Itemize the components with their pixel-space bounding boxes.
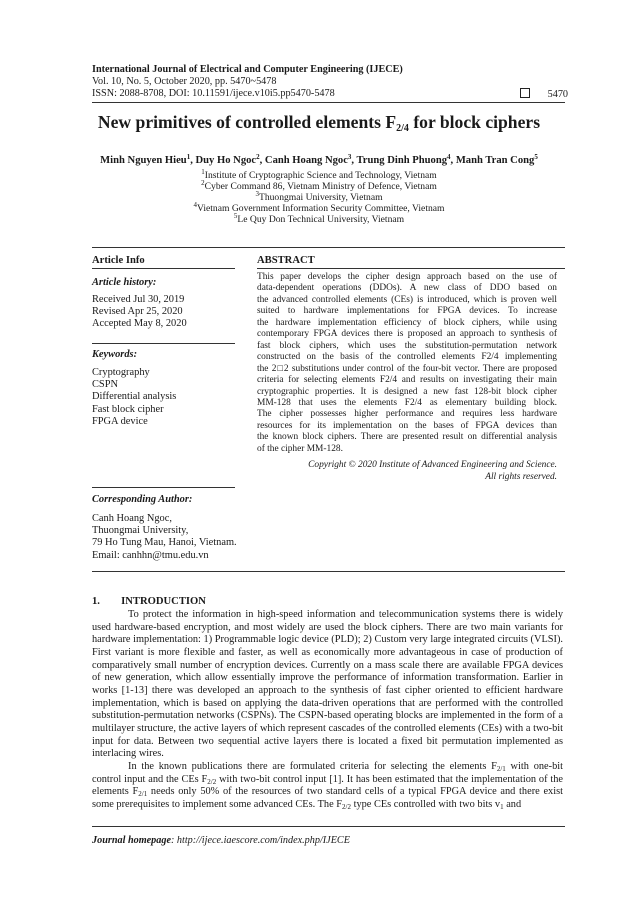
intro-paragraph-2: In the known publications there are formulated criteria for selecting the elements $F_{2/1}$ with one-bit control input and the CEs $F_{2/2}$ with two-bit control input [1]. It has been estimated that the implementation of the elements $F_{2/1}$ needs only 50% of the resources of two standard cells of a typical FPGA device and there exist some prerequisites to implement some advanced CEs. The $F_{2/2}$ type CEs controlled with two bits $v_1$ and — [92, 760, 563, 811]
affiliation-mark: 2 — [201, 179, 205, 187]
keyword: CSPN — [92, 379, 118, 391]
author-name: Manh Tran Cong — [455, 155, 535, 166]
author-affiliation-mark: 5 — [534, 153, 538, 161]
corresponding-author — [92, 513, 237, 562]
abstract-line: This paper develops the cipher design approach based on the use of — [257, 272, 557, 282]
info-top-rule — [92, 247, 565, 248]
article-info-heading: Article Info — [92, 255, 145, 266]
introduction-body — [92, 609, 563, 812]
abstract-line: The cipher possesses higher performance and requires less hardware — [257, 409, 557, 420]
article-history — [92, 294, 187, 331]
square-icon — [520, 88, 530, 98]
affiliation-mark: 1 — [201, 168, 205, 176]
volume-info: Vol. 10, No. 5, October 2020, pp. 5470~5478 — [92, 76, 277, 87]
abstract-text — [257, 272, 557, 455]
author-name: Canh Hoang Ngoc — [264, 155, 348, 166]
affiliation-line — [0, 181, 638, 192]
abstract-line: of the cipher MM-128. — [257, 443, 343, 454]
copyright: Copyright © 2020 Institute of Advanced Engineering and Science. — [308, 460, 557, 470]
author-list: Minh Nguyen Hieu$^1$, Duy Ho Ngoc$^2$, Canh Hoang Ngoc$^3$, Trung Dinh Phuong$^4$, Manh Tran Cong$^5$ — [100, 153, 538, 166]
keyword-list — [92, 367, 176, 428]
journal-homepage[interactable] — [92, 835, 350, 846]
author-name: Duy Ho Ngoc — [195, 155, 257, 166]
corresponding-line: Canh Hoang Ngoc, — [92, 513, 172, 524]
abstract-line: the hardware implementation efficiency of block ciphers, while using — [257, 317, 557, 328]
abstract-heading: ABSTRACT — [257, 255, 315, 266]
abstract-line: the 2□2 substitutions under control of the four-bit vector. There are proposed — [257, 363, 557, 374]
affiliation-line — [0, 214, 638, 225]
affiliation-mark: 3 — [255, 190, 259, 198]
affiliation-mark: 5 — [233, 212, 238, 220]
rights-reserved: All rights reserved. — [485, 472, 557, 482]
intro-paragraph-1: To protect the information in high-speed information and telecommunication systems there is widely used hardware-based encryption, and most widely are used the block ciphers. There are two main variants for hardware implementation: 1) Programmable logic device (PLD); 2) Custom very large integrated circuits (VLSI). First variant is more flexible and faster, as well as economically more advantageous in case of production of comparatively small number of encryption devices. Currently on a mass scale there are available FPGA devices of new generation, which allow essentially improve the performance of information transformation. Earlier in works [1-13] there was developed an approach to the synthesis of fast cipher oriented to efficient hardware implementation, which is based on applying the data-driven operations that are performed with the controlled substitution-permutation networks (CSPNs). The CSPN-based operating blocks are implemented in the form of a multilayer structure, the active layers of which represent cascades of the controlled elements (CEs) with a two-bit input for data. Between two sequential active layers there is located a fixed bit permutation implemented as interlacing wires. — [92, 609, 563, 760]
title-tail: for block ciphers — [408, 112, 541, 132]
homepage-label: Journal homepage — [92, 835, 171, 846]
corresponding-line: Email: canhhn@tmu.edu.vn — [92, 549, 209, 561]
affiliation-text: Le Quy Don Technical University, Vietnam — [237, 214, 405, 225]
author-affiliation-mark: 1 — [186, 153, 191, 161]
keyword: Fast block cipher — [92, 403, 164, 415]
footer-rule — [92, 826, 565, 827]
affiliation-line — [0, 170, 638, 181]
affiliation-text: Thuongmai University, Vietnam — [258, 192, 383, 203]
history-item: Revised Apr 25, 2020 — [92, 306, 183, 318]
corresponding-line: 79 Ho Tung Mau, Hanoi, Vietnam. — [92, 537, 237, 549]
journal-name: International Journal of Electrical and Computer Engineering (IJECE) — [92, 64, 403, 75]
section-heading-introduction: 1. INTRODUCTION — [92, 596, 206, 607]
author-affiliation-mark: 4 — [447, 153, 451, 161]
author-name: Minh Nguyen Hieu — [100, 155, 187, 166]
keywords-label: Keywords: — [92, 349, 138, 360]
affiliation-text: Institute of Cryptographic Science and Technology, Vietnam — [204, 170, 437, 181]
corr-top-rule — [92, 487, 235, 488]
history-item: Accepted May 8, 2020 — [92, 318, 187, 330]
corresponding-label: Corresponding Author: — [92, 494, 193, 505]
abstract-line: MM-128 that uses the elements F2/4 as elementary building block. — [257, 397, 557, 408]
abstract-line: the advanced controlled elements (CEs) is introduced, which is proven well — [257, 294, 557, 305]
abstract-line: suited to hardware implementations for FPGA devices. To increase — [257, 306, 557, 317]
title-main: New primitives of controlled elements F — [97, 112, 397, 132]
abstract-line: cryptographic properties. It is designed a new fast 128-bit block cipher — [257, 386, 557, 397]
affiliation-line — [0, 192, 638, 203]
author-affiliation-mark: 3 — [347, 153, 352, 161]
affiliation-text: Vietnam Government Information Security Committee, Vietnam — [196, 203, 445, 214]
author-affiliation-mark: 2 — [256, 153, 260, 161]
issn-doi: ISSN: 2088-8708, DOI: 10.11591/ijece.v10i5.pp5470-5478 — [92, 88, 335, 99]
keyword: FPGA device — [92, 415, 148, 427]
paper-title — [0, 112, 638, 133]
homepage-url[interactable]: : http://ijece.iaescore.com/index.php/IJECE — [170, 835, 350, 846]
affiliation-line — [0, 203, 638, 214]
affiliation-text: Cyber Command 86, Vietnam Ministry of Defence, Vietnam — [204, 181, 437, 192]
corresponding-line: Thuongmai University, — [92, 525, 189, 537]
affiliation-mark: 4 — [193, 201, 197, 209]
abstract-line: data-dependent operations (DDOs). A new class of DDO based on — [257, 283, 557, 294]
abstract-line: the known block ciphers. There are presented result on differential analysis — [257, 432, 557, 443]
history-rule — [92, 343, 235, 344]
history-item: Received Jul 30, 2019 — [92, 294, 185, 305]
abstract-line: criteria for selecting elements F2/4 and results on investigating their main — [257, 375, 557, 386]
author-name: Trung Dinh Phuong — [356, 155, 448, 166]
title-subscript: 2/4 — [396, 123, 409, 134]
abstract-line: fast block ciphers, which uses the substitution-permutation network — [257, 340, 557, 351]
info-bottom-rule — [92, 571, 565, 572]
keyword: Differential analysis — [92, 391, 177, 403]
abstract-line: contemporary FPGA devices there is proposed an approach to synthesis of — [257, 329, 557, 340]
keyword: Cryptography — [92, 367, 150, 378]
abstract-line: resources for its implementation on the bases of FPGA devices than — [257, 420, 557, 431]
info-rule — [92, 268, 235, 269]
page-number-block — [520, 88, 568, 100]
history-label: Article history: — [92, 277, 157, 288]
abstract-line: constructed on the basis of the controlled elements F2/4 implementing — [257, 352, 557, 363]
page-number: 5470 — [547, 89, 568, 100]
abstract-rule — [257, 268, 565, 269]
header-rule — [92, 102, 565, 103]
